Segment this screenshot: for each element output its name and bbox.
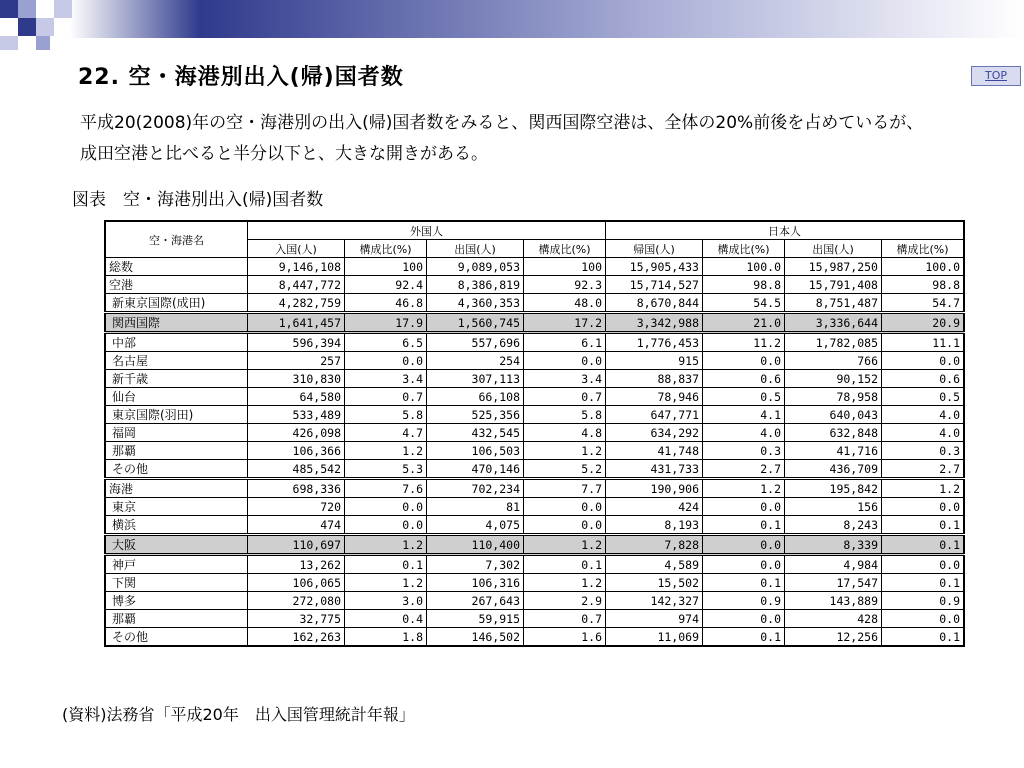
row-label: 福岡 — [105, 424, 248, 442]
column-header: 入国(人) — [248, 240, 345, 258]
count-cell: 310,830 — [248, 370, 345, 388]
row-label: 那覇 — [105, 442, 248, 460]
share-cell: 4.0 — [882, 406, 965, 424]
share-cell: 0.1 — [882, 574, 965, 592]
share-cell: 0.1 — [524, 555, 606, 574]
table-caption: 図表 空・海港別出入(帰)国者数 — [72, 190, 324, 210]
share-cell: 0.9 — [882, 592, 965, 610]
table-row — [105, 460, 964, 479]
count-cell: 254 — [427, 352, 524, 370]
row-label: 新千歳 — [105, 370, 248, 388]
share-cell: 100 — [524, 258, 606, 276]
share-cell: 0.1 — [882, 516, 965, 535]
count-cell: 9,089,053 — [427, 258, 524, 276]
count-cell: 4,360,353 — [427, 294, 524, 313]
table-row — [105, 406, 964, 424]
share-cell: 1.2 — [345, 574, 427, 592]
share-cell: 17.9 — [345, 313, 427, 333]
count-cell: 424 — [606, 498, 703, 516]
table-row — [105, 479, 964, 498]
share-cell: 0.9 — [703, 592, 785, 610]
count-cell: 106,366 — [248, 442, 345, 460]
share-cell: 11.1 — [882, 333, 965, 352]
share-cell: 21.0 — [703, 313, 785, 333]
count-cell: 1,776,453 — [606, 333, 703, 352]
data-table — [104, 220, 965, 647]
row-label: 中部 — [105, 333, 248, 352]
header-gradient-bar — [0, 0, 1024, 38]
share-cell: 1.6 — [524, 628, 606, 647]
count-cell: 436,709 — [785, 460, 882, 479]
share-cell: 54.7 — [882, 294, 965, 313]
count-cell: 15,714,527 — [606, 276, 703, 294]
count-cell: 431,733 — [606, 460, 703, 479]
count-cell: 4,984 — [785, 555, 882, 574]
share-cell: 3.4 — [524, 370, 606, 388]
share-cell: 0.0 — [882, 498, 965, 516]
count-cell: 41,716 — [785, 442, 882, 460]
count-cell: 8,670,844 — [606, 294, 703, 313]
count-cell: 81 — [427, 498, 524, 516]
count-cell: 15,791,408 — [785, 276, 882, 294]
row-label: 関西国際 — [105, 313, 248, 333]
count-cell: 66,108 — [427, 388, 524, 406]
share-cell: 1.2 — [703, 479, 785, 498]
share-cell: 0.0 — [524, 498, 606, 516]
table-row — [105, 352, 964, 370]
share-cell: 0.0 — [882, 555, 965, 574]
row-label: 新東京国際(成田) — [105, 294, 248, 313]
share-cell: 0.1 — [703, 628, 785, 647]
column-header: 構成比(%) — [345, 240, 427, 258]
count-cell: 90,152 — [785, 370, 882, 388]
row-label: 仙台 — [105, 388, 248, 406]
row-label: 那覇 — [105, 610, 248, 628]
share-cell: 0.3 — [882, 442, 965, 460]
share-cell: 0.0 — [703, 610, 785, 628]
count-cell: 59,915 — [427, 610, 524, 628]
summary-paragraph: 平成20(2008)年の空・海港別の出入(帰)国者数をみると、関西国際空港は、全体の20%前後を占めているが、成田空港と比べると半分以下と、大きな開きがある。 — [80, 113, 924, 164]
share-cell: 5.8 — [524, 406, 606, 424]
share-cell: 1.2 — [345, 442, 427, 460]
share-cell: 0.1 — [882, 535, 965, 555]
share-cell: 4.8 — [524, 424, 606, 442]
corner-header: 空・海港名 — [105, 221, 248, 258]
share-cell: 54.5 — [703, 294, 785, 313]
top-link[interactable]: TOP — [971, 66, 1021, 86]
decor-square — [0, 0, 18, 18]
count-cell: 8,447,772 — [248, 276, 345, 294]
share-cell: 0.0 — [524, 516, 606, 535]
count-cell: 4,589 — [606, 555, 703, 574]
count-cell: 525,356 — [427, 406, 524, 424]
share-cell: 6.5 — [345, 333, 427, 352]
share-cell: 5.2 — [524, 460, 606, 479]
data-table-wrapper — [104, 220, 965, 647]
row-label: 総数 — [105, 258, 248, 276]
share-cell: 4.0 — [882, 424, 965, 442]
share-cell: 0.6 — [882, 370, 965, 388]
share-cell: 0.0 — [345, 352, 427, 370]
share-cell: 4.7 — [345, 424, 427, 442]
row-label: 空港 — [105, 276, 248, 294]
share-cell: 1.2 — [882, 479, 965, 498]
share-cell: 92.4 — [345, 276, 427, 294]
share-cell: 4.1 — [703, 406, 785, 424]
column-header: 構成比(%) — [882, 240, 965, 258]
count-cell: 190,906 — [606, 479, 703, 498]
count-cell: 428 — [785, 610, 882, 628]
group-header-foreign: 外国人 — [248, 221, 606, 240]
table-row — [105, 535, 964, 555]
row-label: その他 — [105, 628, 248, 647]
table-row — [105, 555, 964, 574]
share-cell: 0.5 — [882, 388, 965, 406]
count-cell: 7,828 — [606, 535, 703, 555]
share-cell: 0.1 — [345, 555, 427, 574]
share-cell: 0.3 — [703, 442, 785, 460]
count-cell: 647,771 — [606, 406, 703, 424]
row-label: 下関 — [105, 574, 248, 592]
count-cell: 307,113 — [427, 370, 524, 388]
share-cell: 0.7 — [345, 388, 427, 406]
share-cell: 100.0 — [703, 258, 785, 276]
count-cell: 8,751,487 — [785, 294, 882, 313]
count-cell: 15,502 — [606, 574, 703, 592]
count-cell: 7,302 — [427, 555, 524, 574]
share-cell: 5.3 — [345, 460, 427, 479]
column-header: 出国(人) — [785, 240, 882, 258]
share-cell: 0.7 — [524, 388, 606, 406]
count-cell: 8,243 — [785, 516, 882, 535]
table-row — [105, 276, 964, 294]
share-cell: 0.4 — [345, 610, 427, 628]
share-cell: 7.7 — [524, 479, 606, 498]
count-cell: 557,696 — [427, 333, 524, 352]
share-cell: 0.1 — [703, 516, 785, 535]
table-header-row — [105, 221, 964, 240]
row-label: 神戸 — [105, 555, 248, 574]
share-cell: 2.7 — [882, 460, 965, 479]
share-cell: 0.0 — [703, 498, 785, 516]
table-row — [105, 258, 964, 276]
table-row — [105, 370, 964, 388]
share-cell: 0.5 — [703, 388, 785, 406]
count-cell: 162,263 — [248, 628, 345, 647]
count-cell: 8,193 — [606, 516, 703, 535]
share-cell: 48.0 — [524, 294, 606, 313]
share-cell: 0.0 — [882, 610, 965, 628]
count-cell: 596,394 — [248, 333, 345, 352]
count-cell: 267,643 — [427, 592, 524, 610]
table-row — [105, 333, 964, 352]
table-row — [105, 610, 964, 628]
decor-square — [18, 18, 36, 36]
row-label: 大阪 — [105, 535, 248, 555]
share-cell: 0.0 — [882, 352, 965, 370]
count-cell: 78,958 — [785, 388, 882, 406]
count-cell: 485,542 — [248, 460, 345, 479]
count-cell: 110,697 — [248, 535, 345, 555]
count-cell: 156 — [785, 498, 882, 516]
share-cell: 4.0 — [703, 424, 785, 442]
share-cell: 17.2 — [524, 313, 606, 333]
share-cell: 2.9 — [524, 592, 606, 610]
decor-square — [36, 18, 54, 36]
decor-square — [18, 0, 36, 18]
count-cell: 634,292 — [606, 424, 703, 442]
table-row — [105, 424, 964, 442]
count-cell: 106,503 — [427, 442, 524, 460]
share-cell: 3.4 — [345, 370, 427, 388]
table-row — [105, 442, 964, 460]
share-cell: 1.2 — [524, 535, 606, 555]
row-label: 東京国際(羽田) — [105, 406, 248, 424]
count-cell: 146,502 — [427, 628, 524, 647]
count-cell: 9,146,108 — [248, 258, 345, 276]
count-cell: 698,336 — [248, 479, 345, 498]
row-label: その他 — [105, 460, 248, 479]
count-cell: 1,641,457 — [248, 313, 345, 333]
count-cell: 8,339 — [785, 535, 882, 555]
count-cell: 8,386,819 — [427, 276, 524, 294]
row-label: 名古屋 — [105, 352, 248, 370]
share-cell: 0.0 — [703, 555, 785, 574]
count-cell: 78,946 — [606, 388, 703, 406]
share-cell: 0.7 — [524, 610, 606, 628]
share-cell: 0.1 — [882, 628, 965, 647]
count-cell: 110,400 — [427, 535, 524, 555]
column-header: 構成比(%) — [703, 240, 785, 258]
count-cell: 720 — [248, 498, 345, 516]
share-cell: 20.9 — [882, 313, 965, 333]
share-cell: 0.0 — [345, 516, 427, 535]
share-cell: 3.0 — [345, 592, 427, 610]
count-cell: 533,489 — [248, 406, 345, 424]
count-cell: 3,336,644 — [785, 313, 882, 333]
page-title: 22. 空・海港別出入(帰)国者数 — [78, 65, 404, 90]
table-row — [105, 294, 964, 313]
count-cell: 702,234 — [427, 479, 524, 498]
group-header-japanese: 日本人 — [606, 221, 965, 240]
share-cell: 0.0 — [703, 352, 785, 370]
count-cell: 11,069 — [606, 628, 703, 647]
column-header: 構成比(%) — [524, 240, 606, 258]
count-cell: 257 — [248, 352, 345, 370]
source-note: (資料)法務省「平成20年 出入国管理統計年報」 — [62, 705, 415, 724]
row-label: 海港 — [105, 479, 248, 498]
count-cell: 32,775 — [248, 610, 345, 628]
share-cell: 1.8 — [345, 628, 427, 647]
count-cell: 195,842 — [785, 479, 882, 498]
count-cell: 272,080 — [248, 592, 345, 610]
count-cell: 142,327 — [606, 592, 703, 610]
share-cell: 98.8 — [882, 276, 965, 294]
table-row — [105, 516, 964, 535]
table-row — [105, 388, 964, 406]
share-cell: 1.2 — [345, 535, 427, 555]
row-label: 横浜 — [105, 516, 248, 535]
count-cell: 15,987,250 — [785, 258, 882, 276]
count-cell: 640,043 — [785, 406, 882, 424]
count-cell: 3,342,988 — [606, 313, 703, 333]
count-cell: 17,547 — [785, 574, 882, 592]
count-cell: 106,316 — [427, 574, 524, 592]
decor-square — [36, 36, 50, 50]
count-cell: 915 — [606, 352, 703, 370]
share-cell: 6.1 — [524, 333, 606, 352]
share-cell: 1.2 — [524, 574, 606, 592]
count-cell: 432,545 — [427, 424, 524, 442]
decor-square — [54, 0, 72, 18]
share-cell: 0.0 — [345, 498, 427, 516]
table-row — [105, 313, 964, 333]
row-label: 博多 — [105, 592, 248, 610]
count-cell: 470,146 — [427, 460, 524, 479]
count-cell: 4,282,759 — [248, 294, 345, 313]
count-cell: 106,065 — [248, 574, 345, 592]
share-cell: 0.0 — [524, 352, 606, 370]
share-cell: 0.1 — [703, 574, 785, 592]
count-cell: 15,905,433 — [606, 258, 703, 276]
share-cell: 11.2 — [703, 333, 785, 352]
count-cell: 12,256 — [785, 628, 882, 647]
count-cell: 474 — [248, 516, 345, 535]
column-header: 出国(人) — [427, 240, 524, 258]
count-cell: 64,580 — [248, 388, 345, 406]
share-cell: 0.0 — [703, 535, 785, 555]
share-cell: 100 — [345, 258, 427, 276]
table-row — [105, 574, 964, 592]
count-cell: 1,560,745 — [427, 313, 524, 333]
share-cell: 100.0 — [882, 258, 965, 276]
count-cell: 974 — [606, 610, 703, 628]
table-row — [105, 498, 964, 516]
count-cell: 766 — [785, 352, 882, 370]
count-cell: 632,848 — [785, 424, 882, 442]
share-cell: 1.2 — [524, 442, 606, 460]
table-row — [105, 592, 964, 610]
share-cell: 0.6 — [703, 370, 785, 388]
count-cell: 13,262 — [248, 555, 345, 574]
count-cell: 426,098 — [248, 424, 345, 442]
table-row — [105, 628, 964, 647]
count-cell: 143,889 — [785, 592, 882, 610]
count-cell: 88,837 — [606, 370, 703, 388]
decor-square — [0, 36, 18, 50]
share-cell: 46.8 — [345, 294, 427, 313]
column-header: 帰国(人) — [606, 240, 703, 258]
share-cell: 5.8 — [345, 406, 427, 424]
count-cell: 41,748 — [606, 442, 703, 460]
share-cell: 98.8 — [703, 276, 785, 294]
count-cell: 4,075 — [427, 516, 524, 535]
row-label: 東京 — [105, 498, 248, 516]
count-cell: 1,782,085 — [785, 333, 882, 352]
share-cell: 7.6 — [345, 479, 427, 498]
share-cell: 2.7 — [703, 460, 785, 479]
share-cell: 92.3 — [524, 276, 606, 294]
